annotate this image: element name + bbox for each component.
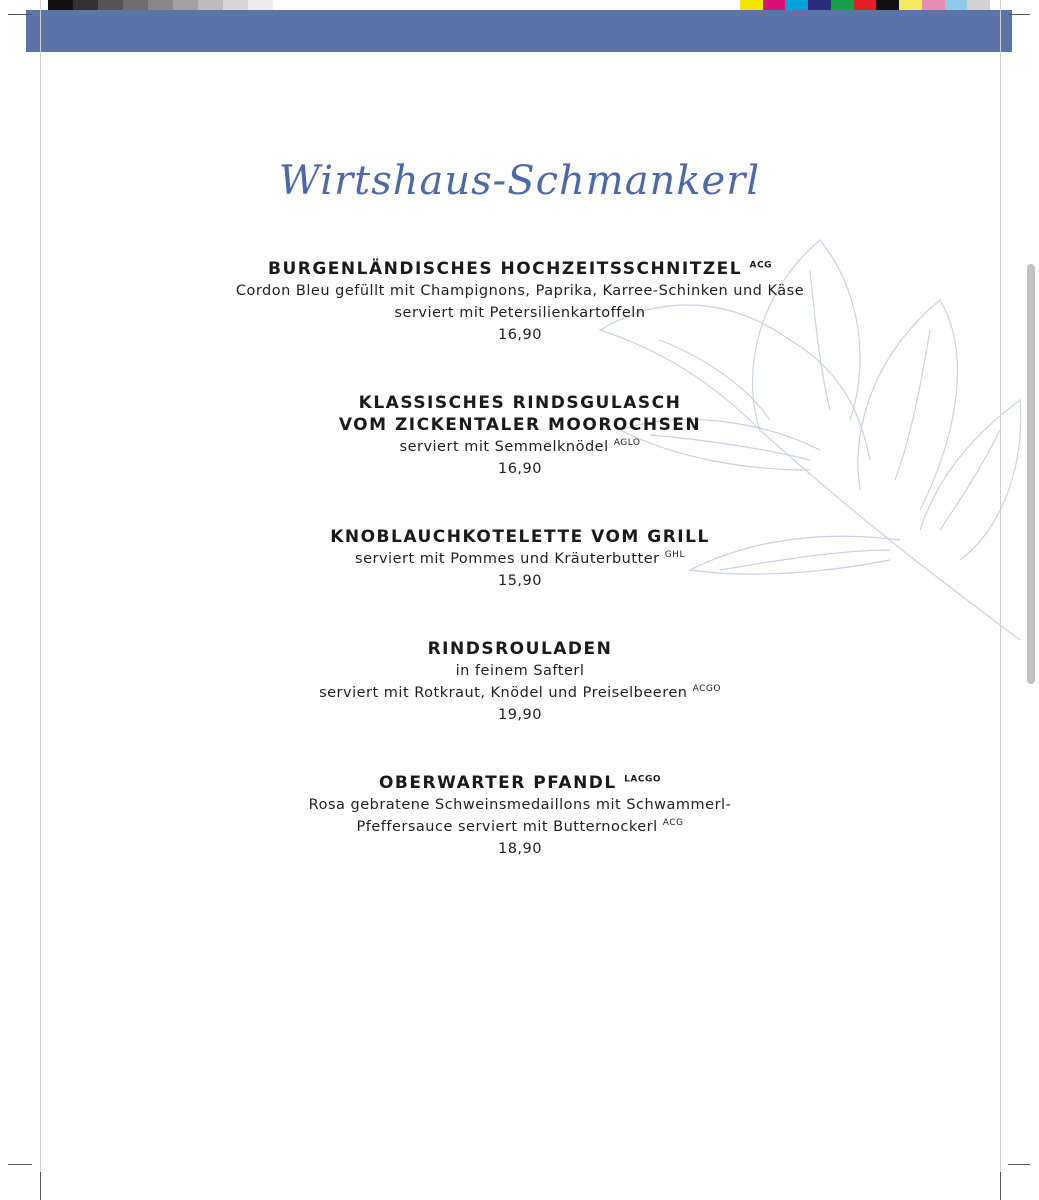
menu-list: [150, 258, 890, 906]
crop-mark-bottom-left: [8, 1164, 32, 1165]
menu-item-name: OBERWARTER PFANDL $^{LACGO}$: [378, 773, 662, 793]
menu-item-name: RINDSROULADEN: [427, 639, 613, 659]
menu-item-description: serviert mit Semmelknödel $^{AGLO}$: [399, 438, 641, 455]
menu-item-price: 18,90: [497, 841, 542, 857]
menu-item-name: BURGENLÄNDISCHES HOCHZEITSSCHNITZEL $^{ACG}$: [267, 259, 772, 279]
menu-item-description: serviert mit Petersilienkartoffeln: [394, 305, 646, 321]
header-band: [26, 10, 1012, 52]
allergen-code: AGLO: [613, 438, 641, 449]
allergen-code: ACGO: [692, 684, 721, 695]
menu-item-name: KNOBLAUCHKOTELETTE VOM GRILL: [330, 527, 710, 547]
menu-item: [150, 526, 890, 592]
menu-item-description: serviert mit Rotkraut, Knödel und Preiselbeeren $^{ACGO}$: [319, 684, 721, 701]
menu-item-description: Rosa gebratene Schweinsmedaillons mit Schwammerl-: [308, 797, 732, 813]
allergen-code: ACG: [749, 260, 772, 271]
menu-item: [150, 772, 890, 860]
menu-item: [150, 392, 890, 480]
section-title: Wirtshaus-Schmankerl: [278, 158, 761, 204]
crop-mark-bottom-left-v: [40, 1172, 41, 1200]
allergen-code: GHL: [664, 550, 685, 561]
menu-item-price: 16,90: [497, 327, 542, 343]
menu-item-name: KLASSISCHES RINDSGULASCH: [358, 393, 682, 413]
menu-item-price: 15,90: [497, 573, 542, 589]
menu-item-description: Cordon Bleu gefüllt mit Champignons, Paprika, Karree-Schinken und Käse: [235, 283, 805, 299]
allergen-code: LACGO: [624, 774, 662, 785]
menu-item-price: 16,90: [497, 461, 542, 477]
menu-item: [150, 258, 890, 346]
scrollbar-thumb[interactable]: [1027, 264, 1035, 684]
allergen-code: ACG: [662, 818, 684, 829]
menu-item: [150, 638, 890, 726]
menu-item-description: Pfeffersauce serviert mit Butternockerl $^{ACG}$: [356, 818, 684, 835]
crop-mark-top-left: [8, 14, 32, 15]
menu-item-price: 19,90: [497, 707, 542, 723]
menu-item-description: serviert mit Pommes und Kräuterbutter $^{GHL}$: [355, 550, 685, 567]
menu-item-name-line2: VOM ZICKENTALER MOOROCHSEN: [338, 415, 702, 435]
menu-item-description: in feinem Safterl: [455, 663, 585, 679]
crop-mark-bottom-right-v: [1000, 1172, 1001, 1200]
